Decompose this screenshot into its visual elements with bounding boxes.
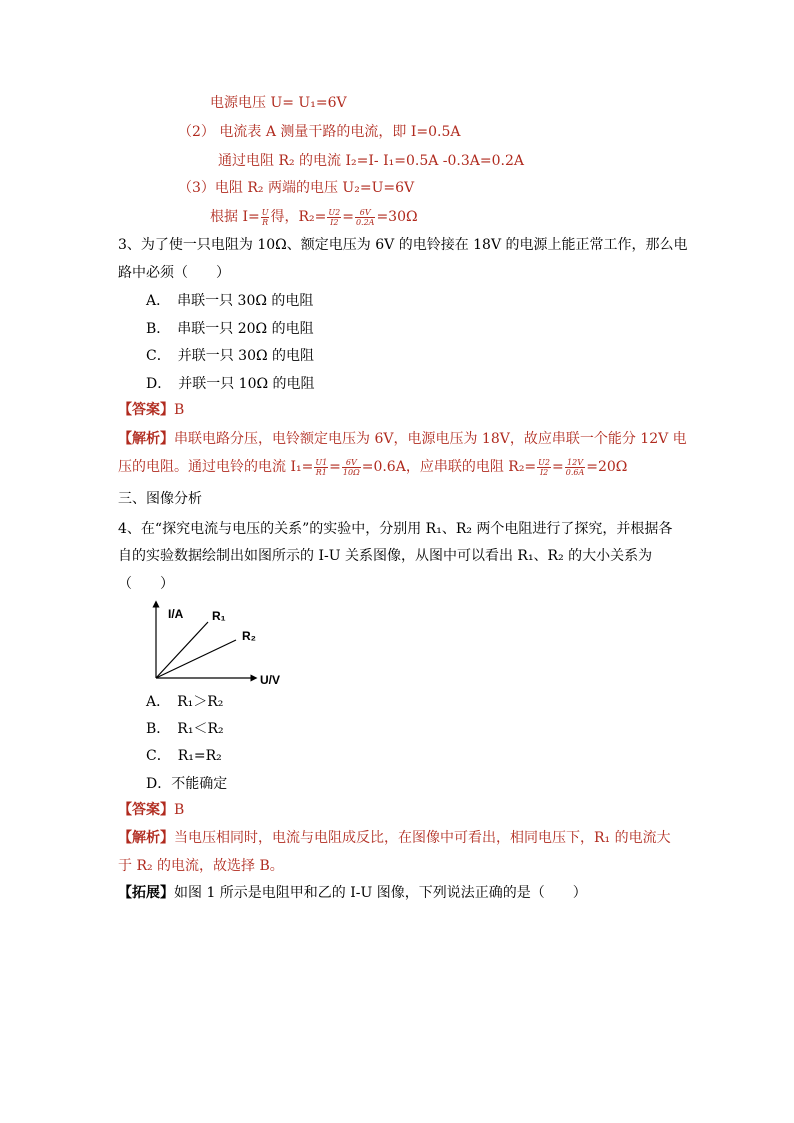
q4-stem-line-1: 4、在“探究电流与电压的关系”的实验中，分别用 R₁、R₂ 两个电阻进行了探究，并根据各 (118, 521, 673, 537)
q3-option-a: A． 串联一只 30Ω 的电阻 (146, 293, 314, 309)
prev-line-2 (178, 122, 460, 142)
q3-answer (118, 400, 184, 420)
prev-line-5 (210, 207, 418, 227)
q3-fraction-1 (314, 458, 328, 477)
q3-analysis-2a: 压的电阻。通过电铃的电流 I₁= (118, 459, 314, 475)
q3-stem-line-1: 3、为了使一只电阻为 10Ω、额定电压为 6V 的电铃接在 18V 的电源上能正常工作，那么电 (118, 237, 688, 253)
prev-fraction-1 (261, 208, 270, 227)
q3-fraction-3-den: I2 (539, 467, 549, 477)
q3-option-b: B． 串联一只 20Ω 的电阻 (146, 321, 314, 337)
q4-option-c: C． R₁=R₂ (146, 748, 222, 764)
q3-analysis-line-1 (118, 429, 687, 449)
q3-analysis-2b: =0.6A，应串联的电阻 R₂= (361, 459, 537, 475)
prev-fraction-2 (327, 208, 341, 227)
prev-fraction-3 (355, 208, 376, 227)
q3-fraction-2-den: 10Ω (342, 467, 360, 477)
prev-fraction-1-den: R (262, 217, 269, 227)
q3-fraction-1-num: U1 (315, 457, 328, 467)
q4-stem-line-2: 自的实验数据绘制出如图所示的 I-U 关系图像，从图中可以看出 R₁、R₂ 的大小关系为 (118, 548, 653, 564)
q4-option-b: B． R₁＜R₂ (146, 721, 224, 737)
q3-option-c: C． 并联一只 30Ω 的电阻 (146, 348, 315, 364)
q4-answer (118, 800, 184, 820)
q3-fraction-2 (342, 458, 361, 477)
q3-fraction-2-num: 6V (342, 458, 361, 468)
q3-fraction-1-den: R1 (315, 467, 327, 477)
q4-analysis-text-1: 当电压相同时，电流与电阻成反比，在图像中可看出，相同电压下，R₁ 的电流大 (174, 830, 671, 846)
q4-extension-tag: 【拓展】 (118, 885, 174, 901)
q4-analysis-tag: 【解析】 (118, 830, 174, 846)
prev-line-3: 通过电阻 R₂ 的电流 I₂=I- I₁=0.5A -0.3A=0.2A (218, 153, 524, 169)
q4-answer-tag: 【答案】 (118, 802, 174, 818)
prev-fraction-2-den: I2 (330, 217, 339, 227)
prev-fraction-1-num: U (261, 207, 269, 217)
q4-option-d: D．不能确定 (146, 776, 228, 792)
prev-line-5-d: =30Ω (376, 209, 418, 225)
prev-line-4-num: （3） (178, 180, 215, 196)
q4-extension (118, 883, 587, 903)
prev-line-2-num: （2） (178, 124, 215, 140)
q3-analysis-text-1: 串联电路分压，电铃额定电压为 6V，电源电压为 18V，故应串联一个能分 12V 电 (174, 431, 687, 447)
prev-line-5-a: 根据 I= (210, 209, 260, 225)
prev-line-1: 电源电压 U= U₁=6V (210, 95, 347, 111)
q3-stem-line-2: 路中必须（ ） (118, 265, 230, 281)
r1-line (156, 622, 208, 678)
prev-line-5-b: 得，R₂= (270, 209, 327, 225)
q3-analysis-tag: 【解析】 (118, 431, 174, 447)
prev-line-4-text: 电阻 R₂ 两端的电压 U₂=U=6V (214, 180, 415, 196)
q3-analysis-2c: =20Ω (586, 459, 628, 475)
prev-line-5-c: = (342, 209, 354, 225)
q4-option-a: A． R₁＞R₂ (146, 694, 224, 710)
q3-fraction-4-num: 12V (565, 458, 586, 468)
q3-fraction-4-den: 0.6A (565, 467, 585, 477)
r2-line (156, 640, 236, 678)
r1-label: R₁ (212, 609, 226, 623)
prev-fraction-2-num: U2 (328, 207, 341, 217)
x-axis-label: U/V (260, 673, 281, 687)
q4-extension-text: 如图 1 所示是电阻甲和乙的 I-U 图像，下列说法正确的是（ ） (174, 885, 587, 901)
q3-analysis-eq-1: = (329, 459, 341, 475)
q3-analysis-eq-2: = (552, 459, 564, 475)
q3-fraction-3-num: U2 (538, 457, 551, 467)
iu-graph (146, 598, 296, 690)
q4-analysis-line-2: 于 R₂ 的电流，故选择 B。 (118, 858, 284, 874)
section-title: 三、图像分析 (118, 491, 202, 507)
q3-answer-tag: 【答案】 (118, 402, 174, 418)
q3-answer-value: B (174, 402, 185, 418)
q3-fraction-4 (565, 458, 586, 477)
q3-fraction-3 (537, 458, 551, 477)
prev-line-4 (178, 178, 414, 198)
q3-analysis-line-2 (118, 457, 627, 477)
prev-line-2-text: 电流表 A 测量干路的电流，即 I=0.5A (219, 124, 461, 140)
q4-answer-value: B (174, 802, 185, 818)
q4-stem-line-3: （ ） (118, 576, 174, 592)
prev-fraction-3-num: 6V (355, 208, 376, 218)
prev-fraction-3-den: 0.2A (355, 217, 375, 227)
q4-analysis-line-1 (118, 828, 671, 848)
y-axis-label: I/A (168, 607, 184, 621)
q3-option-d: D． 并联一只 10Ω 的电阻 (146, 376, 315, 392)
r2-label: R₂ (242, 629, 256, 643)
